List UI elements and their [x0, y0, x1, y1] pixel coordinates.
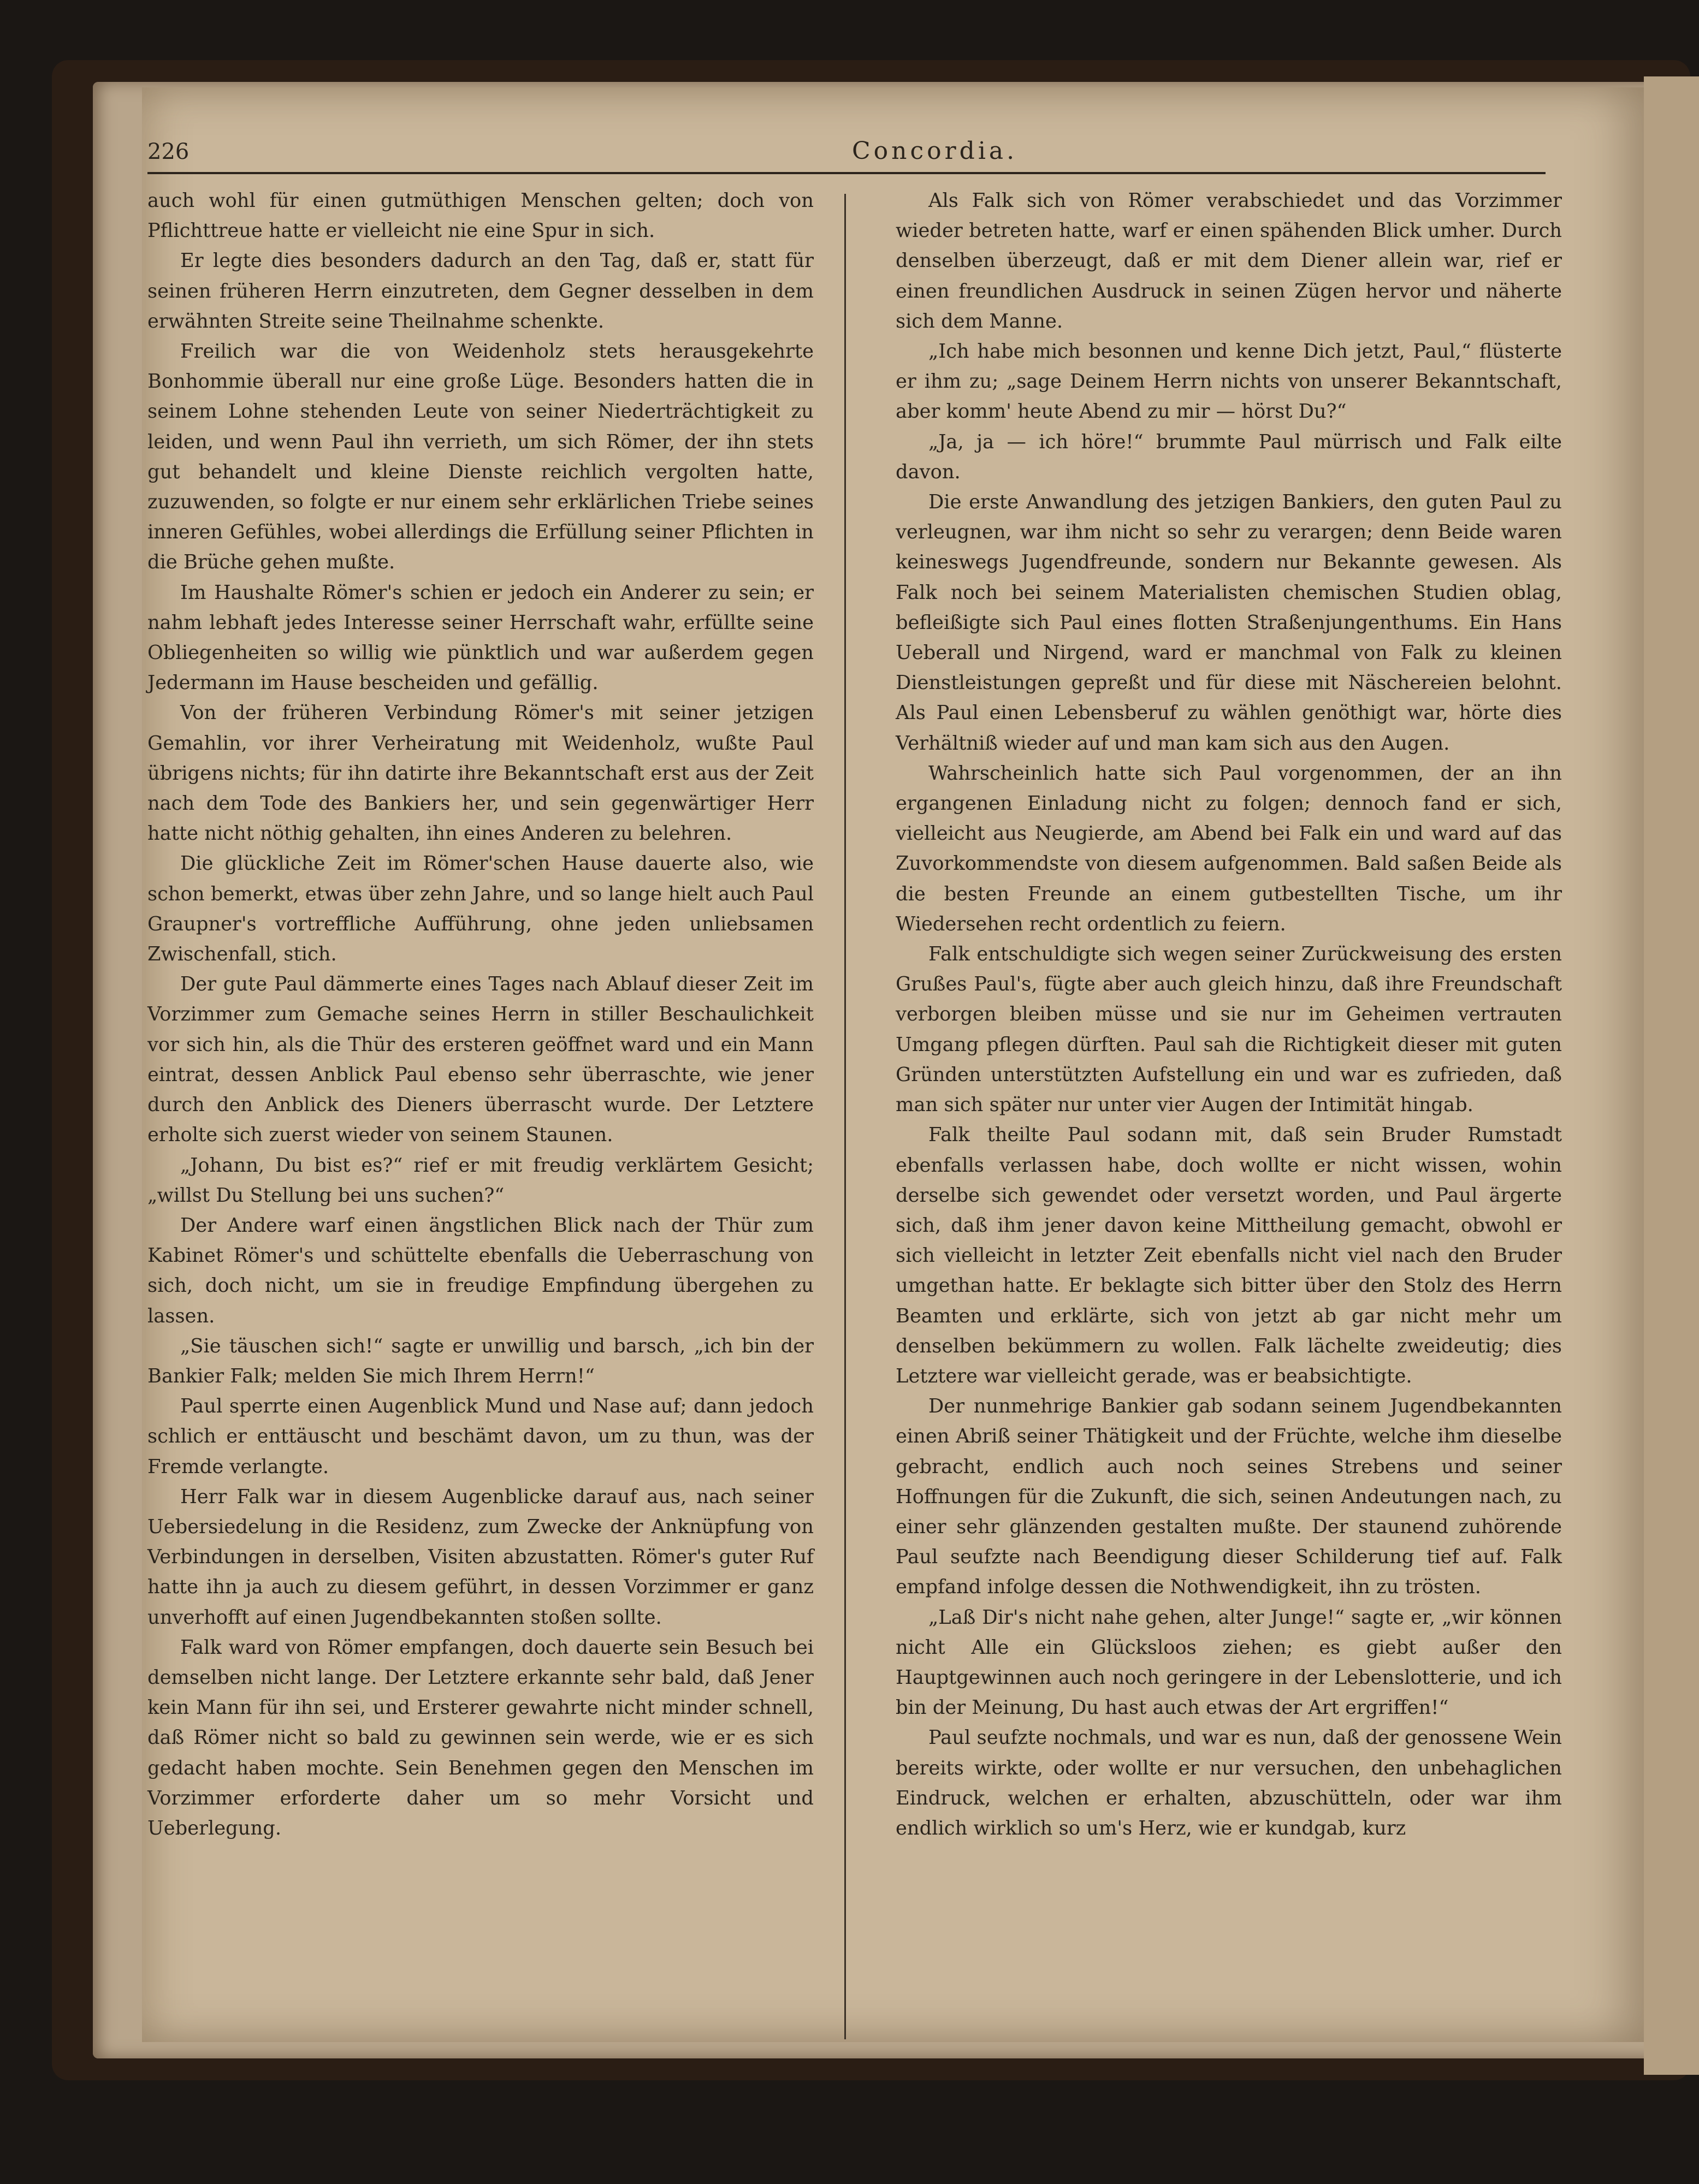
paragraph: Als Falk sich von Römer verabschiedet und das Vorzimmer wieder betreten hatte, warf er einen spähenden Blick umher. Durch denselben überzeugt, daß er mit dem Diener allein war, rief er einen freundlichen Ausdruck in seinen Zügen hervor und näherte sich dem Manne.: [896, 189, 1562, 333]
page-number: 226: [147, 139, 190, 164]
paragraph: Falk entschuldigte sich wegen seiner Zurückweisung des ersten Grußes Paul's, fügte aber auch gleich hinzu, daß ihre Freundschaft verborgen bleiben müsse und sie nur im Geheimen vertrauten Umgang pflegen dürften. Paul sah die Richtigkeit dieser mit guten Gründen unterstützten Aufstellung ein und war es zufrieden, daß man sich später nur unter vier Augen der Intimität hingab.: [896, 943, 1562, 1117]
running-title: Concordia.: [852, 137, 1018, 165]
facing-page-edge: [1644, 76, 1699, 2075]
paragraph: Im Haushalte Römer's schien er jedoch ein Anderer zu sein; er nahm lebhaft jedes Interesse seiner Herrschaft wahr, erfüllte seine Obliegenheiten so willig wie pünktlich und war außerdem gegen Jedermann im Hause bescheiden und gefällig.: [147, 581, 814, 695]
page-header: [147, 139, 1546, 174]
paragraph: Er legte dies besonders dadurch an den Tag, daß er, statt für seinen früheren Herrn einzutreten, dem Gegner desselben in dem erwähnten Streite seine Theilnahme schenkte.: [147, 250, 814, 333]
paragraph: Freilich war die von Weidenholz stets herausgekehrte Bonhommie überall nur eine große Lüge. Besonders hatten die in seinem Lohne stehenden Leute von seiner Niederträchtigkeit zu leiden, und wenn Paul ihn verrieth, um sich Römer, der ihn stets gut behandelt und kleine Dienste reichlich vergolten hatte, zuzuwenden, so folgte er nur einem sehr erklärlichen Triebe seines inneren Gefühles, wobei allerdings die Erfüllung seiner Pflichten in die Brüche gehen mußte.: [147, 340, 814, 574]
paragraph: „Laß Dir's nicht nahe gehen, alter Junge!“ sagte er, „wir können nicht Alle ein Glücksloos ziehen; es giebt außer den Hauptgewinnen auch noch geringere in der Lebenslotterie, und ich bin der Meinung, Du hast auch etwas der Art ergriffen!“: [896, 1606, 1562, 1719]
paragraph: Herr Falk war in diesem Augenblicke darauf aus, nach seiner Uebersiedelung in die Residenz, zum Zwecke der Anknüpfung von Verbindungen in derselben, Visiten abzustatten. Römer's guter Ruf hatte ihn ja auch zu diesem geführt, in dessen Vorzimmer er ganz unverhofft auf einen Jugendbekannten stoßen sollte.: [147, 1485, 814, 1629]
paragraph: Paul seufzte nochmals, und war es nun, daß der genossene Wein bereits wirkte, oder wollte er nur versuchen, den unbehaglichen Eindruck, welchen er erhalten, abzuschütteln, oder war ihm endlich wirklich so um's Herz, wie er kundgab, kurz: [896, 1726, 1562, 1839]
paragraph: auch wohl für einen gutmüthigen Menschen gelten; doch von Pflichttreue hatte er vielleicht nie eine Spur in sich.: [147, 189, 814, 242]
paragraph: Der Andere warf einen ängstlichen Blick nach der Thür zum Kabinet Römer's und schüttelte ebenfalls die Ueberraschung von sich, doch nicht, um sie in freudige Empfindung übergehen zu lassen.: [147, 1214, 814, 1327]
left-column: [147, 186, 814, 1843]
paragraph: Falk ward von Römer empfangen, doch dauerte sein Besuch bei demselben nicht lange. Der Letztere erkannte sehr bald, daß Jener kein Mann für ihn sei, und Ersterer gewahrte nicht minder schnell, daß Römer nicht so bald zu gewinnen sein werde, wie er es sich gedacht haben mochte. Sein Benehmen gegen den Menschen im Vorzimmer erforderte daher um so mehr Vorsicht und Ueberlegung.: [147, 1636, 814, 1839]
paragraph: „Ich habe mich besonnen und kenne Dich jetzt, Paul,“ flüsterte er ihm zu; „sage Deinem Herrn nichts von unserer Bekanntschaft, aber komm' heute Abend zu mir — hörst Du?“: [896, 340, 1562, 423]
right-column: [896, 186, 1562, 1843]
paragraph: Der nunmehrige Bankier gab sodann seinem Jugendbekannten einen Abriß seiner Thätigkeit und der Früchte, welche ihm dieselbe gebracht, endlich auch noch seines Strebens und seiner Hoffnungen für die Zukunft, die sich, seinen Andeutungen nach, zu einer sehr glänzenden gestalten mußte. Der staunend zuhörende Paul seufzte nach Beendigung dieser Schilderung tief auf. Falk empfand infolge dessen die Nothwendigkeit, ihn zu trösten.: [896, 1395, 1562, 1599]
paragraph: „Sie täuschen sich!“ sagte er unwillig und barsch, „ich bin der Bankier Falk; melden Sie mich Ihrem Herrn!“: [147, 1334, 814, 1387]
paragraph: Von der früheren Verbindung Römer's mit seiner jetzigen Gemahlin, vor ihrer Verheiratung mit Weidenholz, wußte Paul übrigens nichts; für ihn datirte ihre Bekanntschaft erst aus der Zeit nach dem Tode des Bankiers her, und sein gegenwärtiger Herr hatte nicht nöthig gehalten, ihn eines Anderen zu belehren.: [147, 702, 814, 845]
paragraph: Die erste Anwandlung des jetzigen Bankiers, den guten Paul zu verleugnen, war ihm nicht so sehr zu verargen; denn Beide waren keineswegs Jugendfreunde, sondern nur Bekannte gewesen. Als Falk noch bei seinem Materialisten chemischen Studien oblag, befleißigte sich Paul eines flotten Straßenjungenthums. Ein Hans Ueberall und Nirgend, ward er manchmal von Falk zu kleinen Dienstleistungen gepreßt und für diese mit Näschereien belohnt. Als Paul einen Lebensberuf zu wählen genöthigt war, hörte dies Verhältniß wieder auf und man kam sich aus den Augen.: [896, 491, 1562, 755]
paragraph: „Ja, ja — ich höre!“ brummte Paul mürrisch und Falk eilte davon.: [896, 430, 1562, 483]
column-divider: [844, 194, 846, 2039]
paragraph: Die glückliche Zeit im Römer'schen Hause dauerte also, wie schon bemerkt, etwas über zehn Jahre, und so lange hielt auch Paul Graupner's vortreffliche Aufführung, ohne jeden unliebsamen Zwischenfall, stich.: [147, 852, 814, 966]
paragraph: Falk theilte Paul sodann mit, daß sein Bruder Rumstadt ebenfalls verlassen habe, doch wollte er nicht wissen, wohin derselbe sich gewendet oder versetzt worden, und Paul ärgerte sich, daß ihm jener davon keine Mittheilung gemacht, obwohl er sich vielleicht in letzter Zeit ebenfalls nicht viel nach den Bruder umgethan hatte. Er beklagte sich bitter über den Stolz des Herrn Beamten und erklärte, sich von jetzt ab gar nicht mehr um denselben bekümmern zu wollen. Falk lächelte zweideutig; dies Letztere war vielleicht gerade, was er beabsichtigte.: [896, 1124, 1562, 1387]
paragraph: Paul sperrte einen Augenblick Mund und Nase auf; dann jedoch schlich er enttäuscht und beschämt davon, um zu thun, was der Fremde verlangte.: [147, 1395, 814, 1478]
paragraph: „Johann, Du bist es?“ rief er mit freudig verklärtem Gesicht; „willst Du Stellung bei uns suchen?“: [147, 1154, 814, 1207]
paragraph: Wahrscheinlich hatte sich Paul vorgenommen, der an ihn ergangenen Einladung nicht zu folgen; dennoch fand er sich, vielleicht aus Neugierde, am Abend bei Falk ein und ward auf das Zuvorkommendste von diesem aufgenommen. Bald saßen Beide als die besten Freunde an einem gutbestellten Tische, um ihr Wiedersehen recht ordentlich zu feiern.: [896, 762, 1562, 935]
paragraph: Der gute Paul dämmerte eines Tages nach Ablauf dieser Zeit im Vorzimmer zum Gemache seines Herrn in stiller Beschaulichkeit vor sich hin, als die Thür des ersteren geöffnet ward und ein Mann eintrat, dessen Anblick Paul ebenso sehr überraschte, wie jener durch den Anblick des Dieners überrascht wurde. Der Letztere erholte sich zuerst wieder von seinem Staunen.: [147, 973, 814, 1147]
